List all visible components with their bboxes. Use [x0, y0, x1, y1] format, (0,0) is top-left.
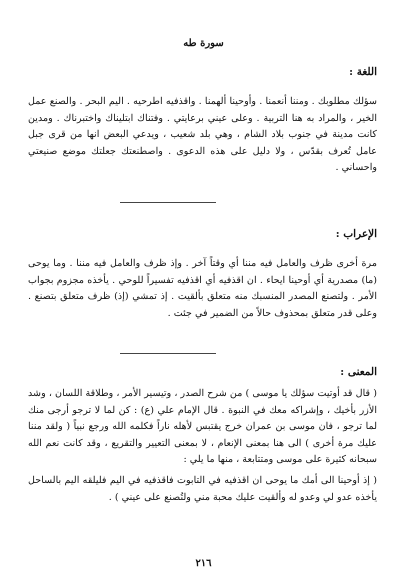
section-text-irab: مرة أخرى ظرف والعامل فيه مننا أي وقتاً آخر . وإذ ظرف والعامل فيه مننا . وما يوحى (ما) مصدرية أي أوحينا ايحاء . ان اقذفيه أي اقذفيه تفسيراً للوحي . يأخذه مجزوم بجواب الأمر . ولتصنع المصدر المنسبك منه متعلق بألقيت . إذ تمشي (إذ) ظرف متعلق بتصنع . وعلى قدر متعلق بمحذوف حالاً من الضمير في جئت .	[28, 258, 377, 319]
section-maana	[28, 366, 377, 506]
section-text-lugha: سؤلك مطلوبك . ومننا أنعمنا . وأوحينا ألهمنا . واقذفيه اطرحيه . اليم البحر . والصنع عمل الخير ، والمراد به هنا التربية . وعلى عيني برعايتي . وفتناك ابتليناك واختبرناك . ومدين كانت مدينة في جنوب بلاد الشام ، وهي بلد شعيب ، ويدعي البعض انها من قرى جبل عامل تُعرف بقدّس ، ولا دليل على هذه الدعوى . واصطنعتك جعلتك موضع صنيعتي واحساني .	[28, 96, 377, 174]
section-text-maana-p2: ( إذ أوحينا الى أمك ما يوحى ان اقذفيه في التابوت فاقذفيه في اليم فليلقه اليم بالساحل يأخذه عدو لي وعدو له وألقيت عليك محبة مني ولتُصنع على عيني ) .	[28, 474, 377, 503]
page-number: ٢١٦	[195, 558, 212, 569]
page-header: سورة طه	[183, 38, 224, 49]
section-lugha	[28, 66, 377, 177]
section-heading-irab: الإعراب :	[335, 228, 377, 240]
section-heading-lugha: اللغة :	[349, 66, 377, 78]
section-divider	[120, 202, 216, 203]
section-divider	[120, 353, 216, 354]
section-irab	[28, 228, 377, 322]
section-text-maana-p1: ( قال قد أوتيت سؤلك يا موسى ) من شرح الصدر ، وتيسير الأمر ، وطلاقة اللسان ، وشد الأزر بأخيك ، وإشراكه معك في النبوة . قال الإمام علي (ع) : كن لما لا ترجو أرجى منك لما ترجو ، فان موسى بن عمران خرج يقتبس لأهله ناراً فكلمه الله ورجع نبياً ( ولقد مننا عليك مرة أخرى ) الى هنا بمعنى الإنعام ، لا بمعنى التعيير والتقريع ، وقد كانت نعم الله سبحانه كثيرة على موسى ومتتابعة ، منها ما يلي :	[28, 388, 377, 466]
section-heading-maana: المعنى :	[340, 366, 377, 378]
